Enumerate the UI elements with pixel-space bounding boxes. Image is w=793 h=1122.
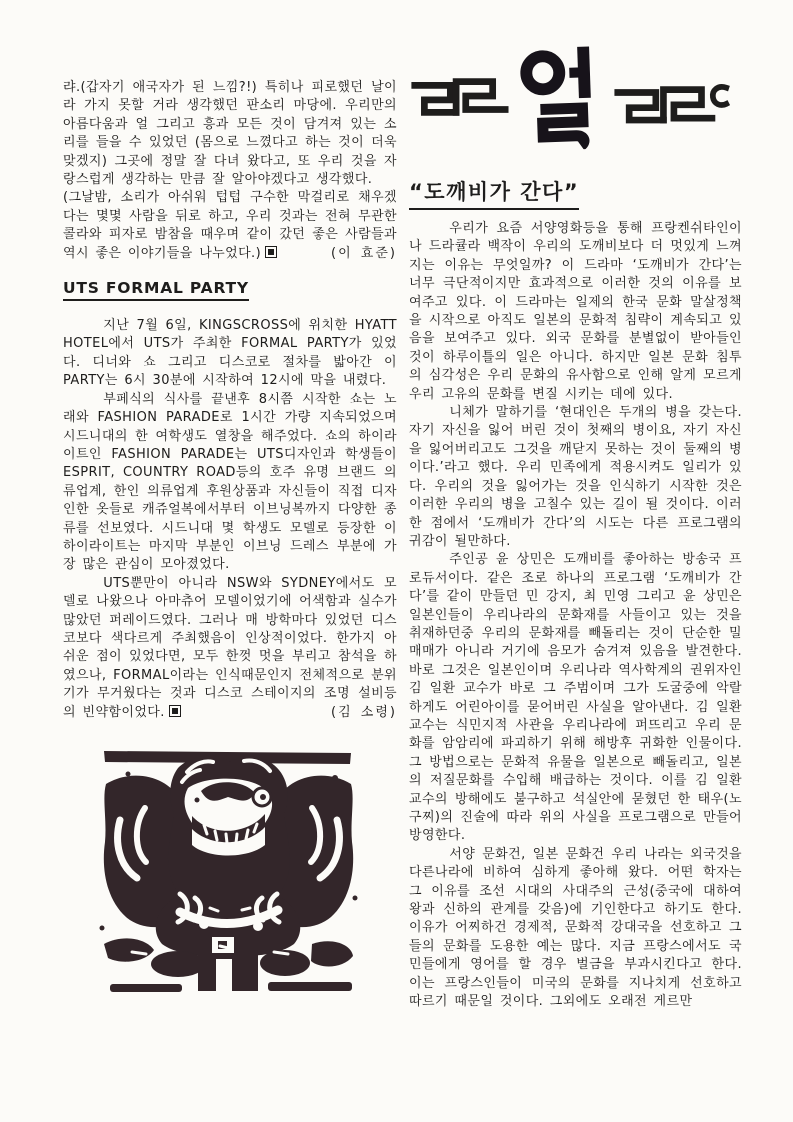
dokkaebi-article-paragraph-3: 주인공 윤 상민은 도깨비를 좋아하는 방송국 프로듀서이다. 같은 조로 하나의 프로그램 ‘도깨비가 간다’를 같이 만들던 민 강지, 최 민영 그리고 윤 상민은 일본인들이 우리나라의 문화재를 사들이고 있는 것을 취재하던중 우리의 문화재를 빼돌리는 것이 단순한 밀매매가 아니라 거기에 음모가 숨겨져 있음을 발견한다. 바로 그것은 일본인이며 우리나라 역사학계의 권위자인 김 일환 교수가 바로 그 주범이며 그가 도굴중에 악랄하게도 어린아이를 묻어버린 사실을 알아낸다. 김 일환교수는 식민지적 사관을 우리나라에 퍼뜨리고 우리 문화를 암암리에 파괴하기 위해 해방후 귀화한 인물이다. 그 방법으로는 문화적 유물을 일본으로 빼돌리고, 일본의 저질문화를 수입해 배급하는 것이다. 이를 김 일환 교수의 방해에도 불구하고 석실안에 묻혔던 한 태우(노구찌)의 진술에 따라 위의 사실을 프로그램으로 만들어 방영한다.	[409, 552, 742, 844]
uts-article-paragraph-2: 부페식의 식사를 끝낸후 8시쯤 시작한 쇼는 노래와 FASHION PARADE로 1시간 가량 지속되었으며 시드니대의 한 여학생도 열창을 해주었다. 쇼의 하이라이트인 FASHION PARADE는 UTS디자인과 학생들이 ESPRIT, COUNTRY ROAD등의 호주 유명 브랜드 의류업계, 한인 의류업계 후원상품과 자신들이 직접 디자인한 옷들로 캐쥬얼복에서부터 이브닝복까지 다양한 종류를 선보였다. 시드니대 몇 학생도 모델로 등장한 이 하이라이트는 마지막 부분인 이브닝 드레스 부분에 가장 많은 관심이 모아졌었다.	[63, 391, 397, 573]
pansori-article-paragraph-2-text: (그날밤, 소리가 아쉬워 텁텁 구수한 막걸리로 채우겠다는 몇몇 사람을 뒤로 하고, 우리 것과는 전혀 무관한 콜라와 피자로 밤참을 때우며 같이 갔던 좋은 사람들과 역시 좋은 이야기들을 나누었다.)	[63, 190, 397, 261]
uts-article-byline: (김 소령)	[331, 704, 397, 720]
uts-article-paragraph-3	[63, 575, 397, 722]
masthead-title-text	[409, 42, 410, 43]
uts-article-paragraph-1: 지난 7월 6일, KINGSCROSS에 위치한 HYATT HOTEL에서 UTS가 주최한 FORMAL PARTY가 있었다. 디너와 쇼 그리고 디스코로 절차를 밟아간 이 PARTY는 6시 30분에 시작하여 12시에 막을 내렸다.	[63, 318, 397, 389]
dokkaebi-tile-rubbing-icon	[92, 748, 365, 995]
dokkaebi-article-paragraph-2: 니체가 말하기를 ‘현대인은 두개의 병을 갖는다. 자기 자신을 잃어 버린 것이 첫째의 병이요, 자기 자신을 잃어버리고도 그것을 깨닫지 못하는 것이 둘째의 병이다.’라고 했다. 우리 민족에게 적용시켜도 일리가 있다. 우리의 것을 잃어가는 것을 인식하기 시작한 것은 이러한 우리의 병을 고칠수 있는 길이 될 것이다. 이러한 점에서 ‘도깨비가 간다’의 시도는 다른 프로그램의 귀감이 될만하다.	[409, 405, 742, 549]
right-column	[409, 42, 742, 1011]
dokkaebi-article-paragraph-1: 우리가 요즘 서양영화등을 통해 프랑켄쉬타인이나 드라큘라 백작이 우리의 도깨비보다 더 멋있게 느껴지는 이유는 무엇일까? 이 드라마 ‘도깨비가 간다’는 너무 극단적이지만 효과적으로 이러한 것의 이유를 보여주고 있다. 이 드라마는 일제의 한국 문화 말살정책을 시작으로 아직도 일본의 문화적 침략이 계속되고 있음을 보여주고 있다. 외국 문화를 분별없이 받아들인 것이 하루이틀의 일은 아니다. 하지만 일본 문화 침투의 심각성은 우리 문화의 유사함으로 인해 알게 모르게 우리 고유의 문화를 변질 시키는 데에 있다.	[409, 221, 742, 402]
pansori-article-paragraph-2	[63, 189, 397, 263]
uts-formal-party-heading-text: UTS FORMAL PARTY	[63, 279, 249, 301]
dokkaebi-article-heading-text: “도깨비가 간다”	[409, 180, 579, 210]
eol-calligraphy-title-icon	[515, 40, 607, 151]
left-column	[63, 79, 397, 995]
meander-fret-left-icon	[409, 70, 509, 122]
dokkaebi-article-paragraph-4: 서양 문화건, 일본 문화건 우리 나라는 외국것을 다른나라에 비하여 심하게 좋아해 왔다. 어떤 학자는 그 이유를 조선 시대의 사대주의 근성(중국에 대하여 왕과 신하의 관계를 갖음)에 기인한다고 하기도 한다. 이유가 어찌하건 경제적, 문화적 강대국을 선호하고 그들의 문화를 도용한 예는 많다. 지금 프랑스에서도 국민들에게 영어를 할 경우 벌금을 부과시킨다고 한다. 이는 프랑스인들이 미국의 문화를 지나치게 선호하고 따르기 때문일 것이다. 그외에도 오래전 게르만	[409, 846, 742, 1010]
dokkaebi-tile-image	[92, 748, 365, 995]
pansori-article-byline: (이 효준)	[331, 245, 397, 261]
uts-formal-party-heading	[63, 279, 397, 297]
meander-fret-right-icon	[613, 74, 731, 130]
masthead	[409, 42, 742, 168]
dokkaebi-article-heading	[409, 176, 742, 206]
end-of-article-mark-icon	[265, 246, 277, 258]
end-of-article-mark-icon	[169, 705, 181, 717]
uts-article-paragraph-3-text: UTS뿐만이 아니라 NSW와 SYDNEY에서도 모델로 나왔으나 아마츄어 모델이었기에 어색함과 실수가 많았던 퍼레이드였다. 그러나 매 방학마다 있었던 디스코보다 색다르게 주최했음이 인상적이었다. 한가지 아쉬운 점이 있었다면, 모두 한껏 멋을 부리고 참석을 하였으나, FORMAL이라는 인식때문인지 전체적으로 분위기가 무거웠다는 것과 디스코 스테이지의 조명 설비등의 빈약함이었다.	[63, 575, 397, 720]
pansori-article-paragraph-1: 랴.(갑자기 애국자가 된 느낌?!) 특히나 피로했던 날이라 가지 못할 거라 생각했던 판소리 마당에. 우리만의 아름다움과 얼 그리고 흥과 모든 것이 담겨져 있는 소리를 들을 수 있었던 (몸으로 느꼈다고 하는 것이 더욱 맞겠지) 그곳에 정말 잘 다녀 왔다고, 또 우리 것을 자랑스럽게 생각하는 만큼 잘 알아야겠다고 생각했다.	[63, 80, 397, 188]
